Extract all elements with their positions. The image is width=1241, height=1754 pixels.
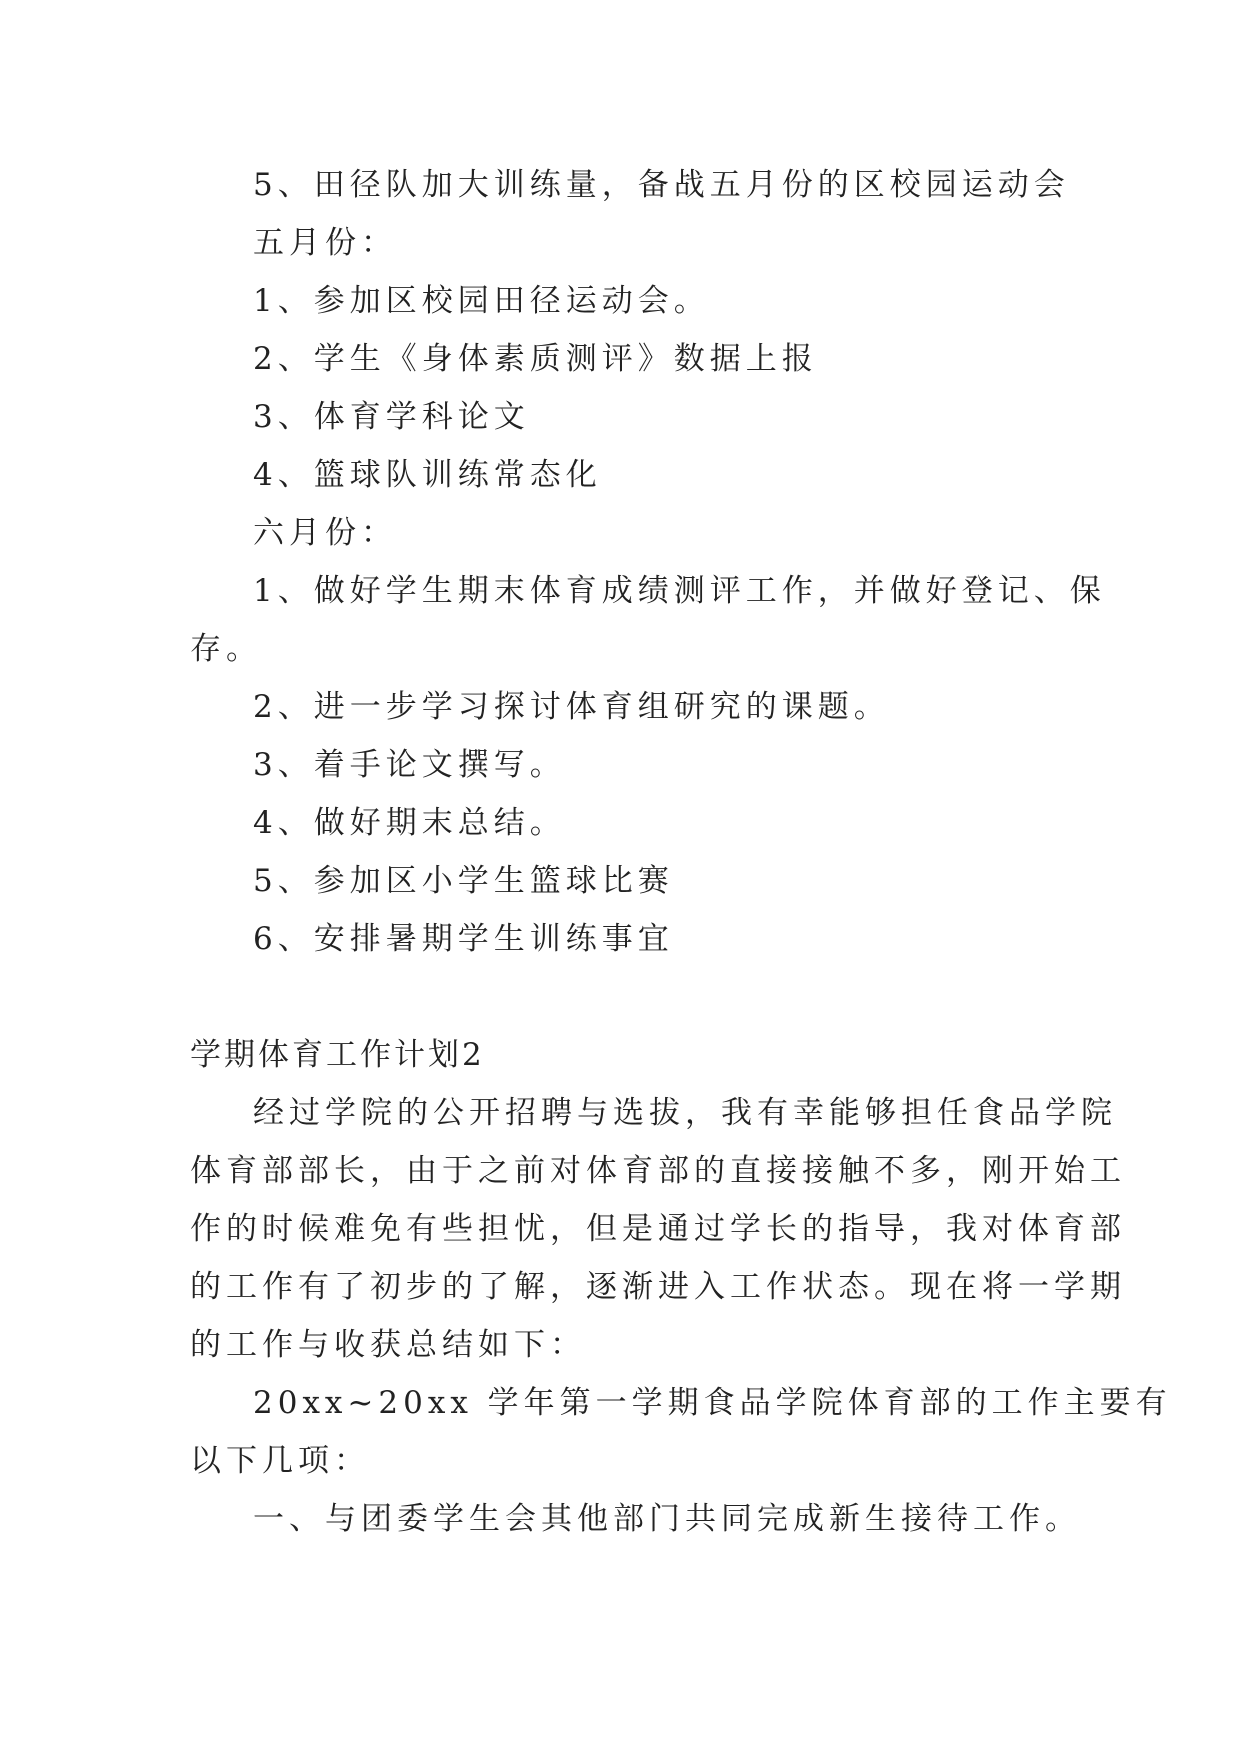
text-line: 五月份： [253, 225, 397, 261]
text-line: 以下几项： [190, 1443, 370, 1479]
text-line: 3、着手论文撰写。 [253, 747, 566, 783]
text-line: 4、篮球队训练常态化 [253, 457, 602, 493]
text-line: 存。 [190, 631, 262, 667]
text-line: 经过学院的公开招聘与选拔，我有幸能够担任食品学院 [253, 1095, 1117, 1131]
text-line: 2、学生《身体素质测评》数据上报 [253, 341, 818, 377]
text-line: 3、体育学科论文 [253, 399, 530, 435]
text-line: 作的时候难免有些担忧，但是通过学长的指导，我对体育部 [190, 1211, 1126, 1247]
text-line: 的工作有了初步的了解，逐渐进入工作状态。现在将一学期 [190, 1269, 1126, 1305]
text-line: 的工作与收获总结如下： [190, 1327, 586, 1363]
text-line: 2、进一步学习探讨体育组研究的课题。 [253, 689, 890, 725]
text-line: 20xx~20xx 学年第一学期食品学院体育部的工作主要有 [253, 1385, 1172, 1421]
text-line: 六月份： [253, 515, 397, 551]
section-title: 学期体育工作计划2 [190, 1037, 485, 1073]
text-line: 体育部部长，由于之前对体育部的直接接触不多，刚开始工 [190, 1153, 1126, 1189]
text-line: 4、做好期末总结。 [253, 805, 566, 841]
text-line: 5、参加区小学生篮球比赛 [253, 863, 674, 899]
text-line: 1、参加区校园田径运动会。 [253, 283, 710, 319]
text-line: 6、安排暑期学生训练事宜 [253, 921, 674, 957]
text-line: 1、做好学生期末体育成绩测评工作，并做好登记、保 [253, 573, 1106, 609]
text-line: 一、与团委学生会其他部门共同完成新生接待工作。 [253, 1501, 1081, 1537]
text-line: 5、田径队加大训练量，备战五月份的区校园运动会 [253, 167, 1070, 203]
